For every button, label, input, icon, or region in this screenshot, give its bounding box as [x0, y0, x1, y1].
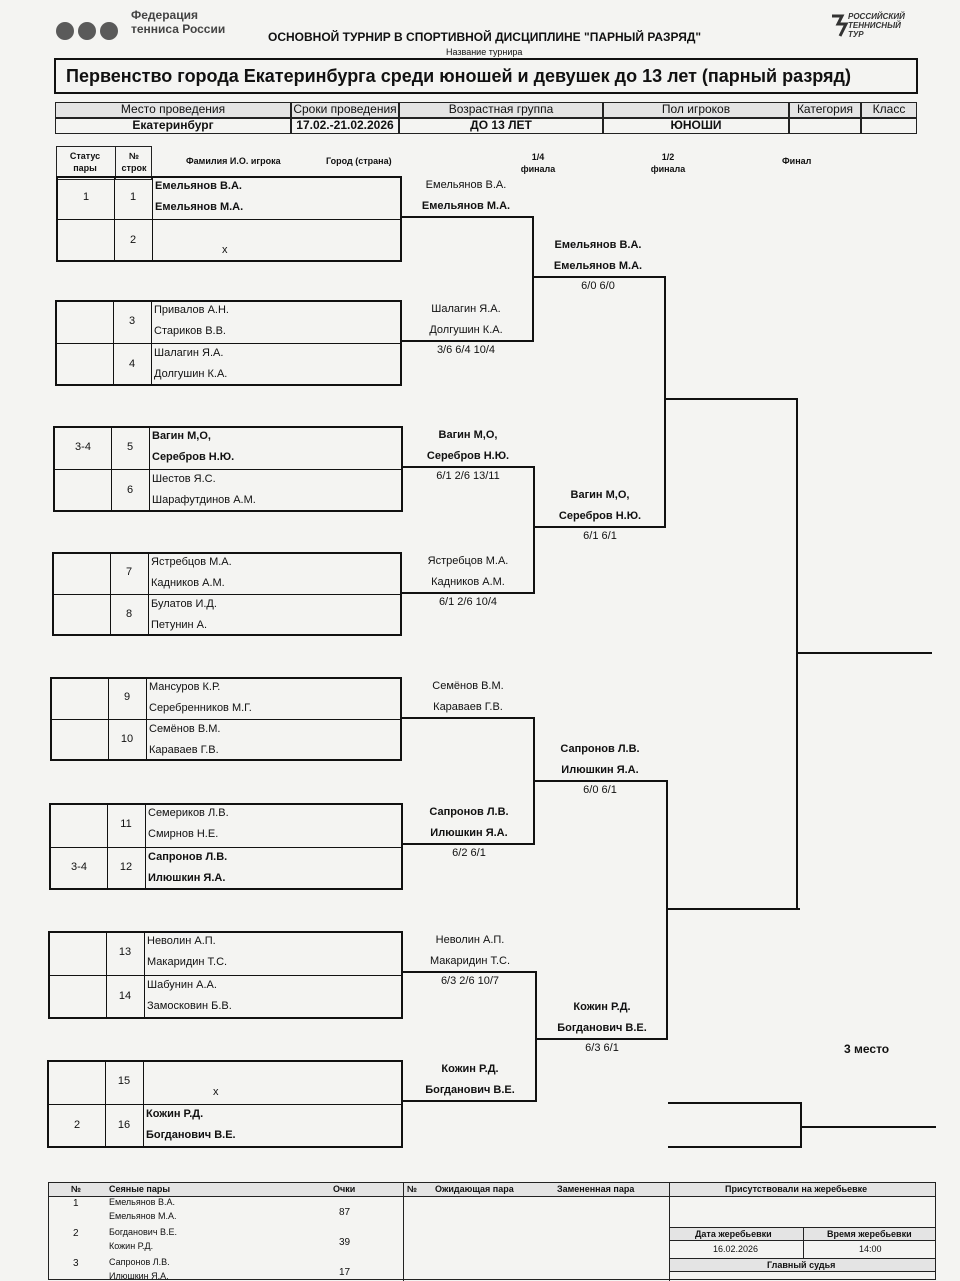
divider: [53, 469, 403, 470]
col-semi: 1/2 финала: [650, 152, 686, 174]
player-name: Шарафутдинов А.М.: [152, 494, 256, 506]
seed-number: 3: [73, 1258, 79, 1269]
chief-judge-label: Главный судья: [767, 1260, 836, 1270]
r16-score: 6/1 2/6 10/4: [438, 596, 498, 608]
player-name: Неволин А.П.: [147, 935, 216, 947]
qf-score: 6/0 6/1: [583, 784, 617, 796]
qf-winner: Емельянов В.А.: [554, 239, 642, 251]
r16-winner: Богданович В.Е.: [425, 1084, 515, 1096]
seed-points: 87: [339, 1207, 351, 1218]
bracket-line: [533, 526, 664, 528]
player-name: Богданович В.Е.: [146, 1129, 236, 1141]
player-name: Мансуров К.Р.: [149, 681, 221, 693]
tournament-name: Первенство города Екатеринбурга среди юношей и девушек до 13 лет (парный разряд): [66, 66, 851, 86]
qf-winner: Кожин Р.Д.: [573, 1001, 631, 1013]
row-number: 1: [129, 190, 137, 203]
divider: [108, 677, 109, 761]
seed-player: Илюшкин Я.А.: [109, 1271, 169, 1281]
pair-status: 3-4: [75, 440, 91, 453]
row-number: 16: [117, 1119, 131, 1131]
divider: [50, 719, 402, 720]
seeds-list: [49, 1197, 403, 1281]
info-dates: 17.02.-21.02.2026: [291, 118, 399, 134]
info-label-age: Возрастная группа: [399, 102, 603, 118]
seed-player: Емельянов М.А.: [109, 1211, 177, 1221]
divider: [106, 931, 107, 1019]
r16-winner: Вагин М,О,: [438, 429, 498, 441]
divider: [145, 803, 146, 890]
player-name: Серебров Н.Ю.: [152, 451, 235, 463]
qf-score: 6/1 6/1: [583, 530, 617, 542]
qf-winner: Сапронов Л.В.: [560, 743, 640, 755]
seeds-no-header: №: [71, 1184, 82, 1194]
row-number: 13: [118, 946, 132, 958]
pair-status: 2: [73, 1119, 81, 1131]
r16-score: 6/3 2/6 10/7: [440, 975, 500, 987]
player-name: Кадников А.М.: [151, 577, 225, 589]
bracket-line: [796, 398, 798, 910]
divider: [143, 1060, 144, 1148]
divider: [148, 552, 149, 636]
bracket-line: [664, 276, 666, 528]
player-name: Емельянов В.А.: [155, 180, 242, 192]
col-row-no: № строк: [121, 151, 147, 173]
bracket-line: [403, 1100, 536, 1102]
qf-score: 6/0 6/0: [581, 280, 615, 292]
player-name: Емельянов М.А.: [155, 201, 244, 213]
draw-time: 14:00: [859, 1244, 882, 1254]
player-name: Долгушин К.А.: [154, 368, 228, 380]
row-number: 9: [123, 691, 131, 703]
bracket-line: [402, 340, 532, 342]
qf-winner: Илюшкин Я.А.: [561, 764, 639, 776]
player-name: Семёнов В.М.: [149, 723, 221, 735]
col-status: Статус пары: [69, 151, 101, 173]
r16-winner: Илюшкин Я.А.: [430, 827, 508, 839]
bracket-line: [664, 398, 798, 400]
rtt-logo-text: РОССИЙСКИЙ ТЕННИСНЫЙ ТУР: [848, 12, 905, 39]
pair-status: 1: [82, 190, 90, 203]
row-number: 14: [118, 990, 132, 1002]
bracket-line: [532, 216, 534, 342]
row-number: 4: [128, 357, 136, 370]
seed-player: Кожин Р.Д.: [109, 1241, 154, 1251]
player-name: Сапронов Л.В.: [148, 850, 228, 863]
divider: [110, 552, 111, 636]
seed-number: 2: [73, 1228, 79, 1239]
player-name: Серебренников М.Г.: [149, 702, 252, 714]
r16-winner: Емельянов М.А.: [421, 200, 511, 212]
row-number: 12: [119, 861, 133, 874]
player-name: Ястребцов М.А.: [151, 556, 232, 568]
row-number: 7: [125, 566, 133, 578]
divider: [105, 1060, 106, 1148]
tournament-name-caption: Название турнира: [446, 47, 523, 57]
bracket-line: [532, 276, 664, 278]
row-number: 6: [126, 483, 134, 496]
row-number: 5: [126, 440, 134, 453]
bracket-line: [535, 971, 537, 1102]
bracket-line: [402, 216, 532, 218]
player-name: Караваев Г.В.: [149, 744, 219, 756]
divider: [146, 677, 147, 761]
divider: [52, 594, 402, 595]
bracket-line: [798, 652, 932, 654]
player-name: Семериков Л.В.: [148, 807, 229, 819]
waiting-header: Ожидающая пара: [435, 1184, 514, 1194]
info-gender: ЮНОШИ: [603, 118, 789, 134]
row-number: 11: [120, 817, 132, 830]
r16-score: 3/6 6/4 10/4: [436, 344, 496, 356]
r16-winner: Семёнов В.М.: [432, 680, 504, 692]
info-label-class: Класс: [861, 102, 917, 118]
pair-status: 3-4: [71, 861, 87, 874]
r16-winner: Неволин А.П.: [435, 934, 505, 946]
r16-winner: Кадников А.М.: [431, 576, 505, 588]
bracket-line: [403, 843, 534, 845]
r16-winner: Серебров Н.Ю.: [426, 450, 510, 462]
bracket-line: [402, 592, 533, 594]
divider: [149, 426, 150, 512]
row-number: 8: [125, 608, 133, 620]
player-name: Петунин А.: [151, 619, 208, 631]
divider: [56, 219, 402, 220]
row-number: 10: [120, 733, 134, 745]
seeds-points-header: Очки: [333, 1184, 356, 1194]
seeds-header: Сеяные пары: [109, 1184, 171, 1194]
player-name: Булатов И.Д.: [151, 598, 217, 610]
qf-score: 6/3 6/1: [585, 1042, 619, 1054]
info-label-gender: Пол игроков: [603, 102, 789, 118]
info-venue: Екатеринбург: [55, 118, 291, 134]
player-name: Макаридин Т.С.: [147, 956, 228, 968]
divider: [47, 1104, 403, 1105]
bracket-line: [800, 1102, 802, 1148]
bracket-line: [533, 466, 535, 594]
r16-winner: Макаридин Т.С.: [429, 955, 511, 967]
bracket-line: [402, 717, 533, 719]
player-name: Шестов Я.С.: [152, 473, 216, 485]
row-number: 3: [128, 314, 136, 327]
player-name: Вагин М,О,: [152, 430, 211, 442]
r16-winner: Сапронов Л.В.: [429, 806, 509, 818]
seed-points: 17: [339, 1267, 351, 1278]
divider: [152, 176, 153, 262]
bracket-line: [535, 1038, 666, 1040]
col-city: Город (страна): [326, 156, 392, 166]
player-name: Стариков В.В.: [154, 325, 226, 337]
row-number: 2: [129, 233, 137, 246]
replaced-header: Замененная пара: [557, 1184, 635, 1194]
bracket-line: [668, 1102, 802, 1104]
seed-player: Сапронов Л.В.: [109, 1257, 170, 1267]
third-place-label: 3 место: [844, 1042, 890, 1056]
player-name: Илюшкин Я.А.: [148, 871, 226, 884]
divider: [144, 931, 145, 1019]
r16-score: 6/1 2/6 13/11: [436, 470, 500, 482]
bracket-line: [666, 780, 668, 1040]
divider: [48, 975, 403, 976]
divider: [107, 803, 108, 890]
r16-winner: Долгушин К.А.: [429, 324, 503, 336]
qf-winner: Богданович В.Е.: [557, 1022, 647, 1034]
bracket-line: [403, 971, 535, 973]
footer-table: [48, 1182, 936, 1280]
info-label-venue: Место проведения: [55, 102, 291, 118]
player-name: Замосковин Б.В.: [147, 1000, 232, 1012]
player-name: Привалов А.Н.: [154, 304, 229, 316]
r16-winner: Шалагин Я.А.: [431, 303, 501, 315]
r16-score: 6/2 6/1: [452, 847, 486, 859]
divider: [55, 343, 402, 344]
r16-winner: Караваев Г.В.: [433, 701, 503, 713]
waiting-no-header: №: [407, 1184, 418, 1194]
info-label-dates: Сроки проведения: [291, 102, 399, 118]
draw-time-label: Время жеребьевки: [827, 1229, 912, 1239]
divider: [114, 176, 115, 262]
r16-winner: Емельянов В.А.: [425, 179, 507, 191]
qf-winner: Серебров Н.Ю.: [558, 510, 642, 522]
r16-winner: Кожин Р.Д.: [441, 1063, 499, 1075]
col-quarter: 1/4 финала: [520, 152, 556, 174]
draw-date-label: Дата жеребьевки: [695, 1229, 772, 1239]
divider: [113, 300, 114, 386]
draw-date: 16.02.2026: [713, 1244, 759, 1254]
divider: [49, 847, 403, 848]
bracket-line: [668, 1146, 802, 1148]
bye-mark: x: [213, 1086, 219, 1098]
qf-winner: Емельянов М.А.: [553, 260, 643, 272]
divider: [151, 300, 152, 386]
r16-winner: Ястребцов М.А.: [427, 555, 509, 567]
info-age: ДО 13 ЛЕТ: [399, 118, 603, 134]
bracket-line: [533, 780, 666, 782]
divider: [111, 426, 112, 512]
seed-points: 39: [339, 1237, 351, 1248]
seed-player: Богданович В.Е.: [109, 1227, 178, 1237]
seed-number: 1: [73, 1198, 79, 1209]
bracket-line: [666, 908, 800, 910]
present-header: Присутствовали на жеребьевке: [725, 1184, 868, 1194]
col-player: Фамилия И.О. игрока: [186, 156, 281, 166]
row-number: 15: [117, 1075, 131, 1087]
seed-player: Емельянов В.А.: [109, 1197, 175, 1207]
bracket-line: [802, 1126, 936, 1128]
bracket-line: [403, 466, 533, 468]
col-final: Финал: [782, 156, 812, 166]
player-name: Кожин Р.Д.: [146, 1108, 204, 1120]
info-label-category: Категория: [789, 102, 861, 118]
federation-name: Федерация тенниса России: [131, 8, 226, 36]
bye-mark: x: [222, 244, 228, 256]
player-name: Шабунин А.А.: [147, 979, 217, 991]
document-title: ОСНОВНОЙ ТУРНИР В СПОРТИВНОЙ ДИСЦИПЛИНЕ "ПАРНЫЙ РАЗРЯД": [268, 30, 702, 44]
qf-winner: Вагин М,О,: [570, 489, 630, 501]
player-name: Шалагин Я.А.: [154, 347, 224, 359]
player-name: Смирнов Н.Е.: [148, 828, 219, 840]
